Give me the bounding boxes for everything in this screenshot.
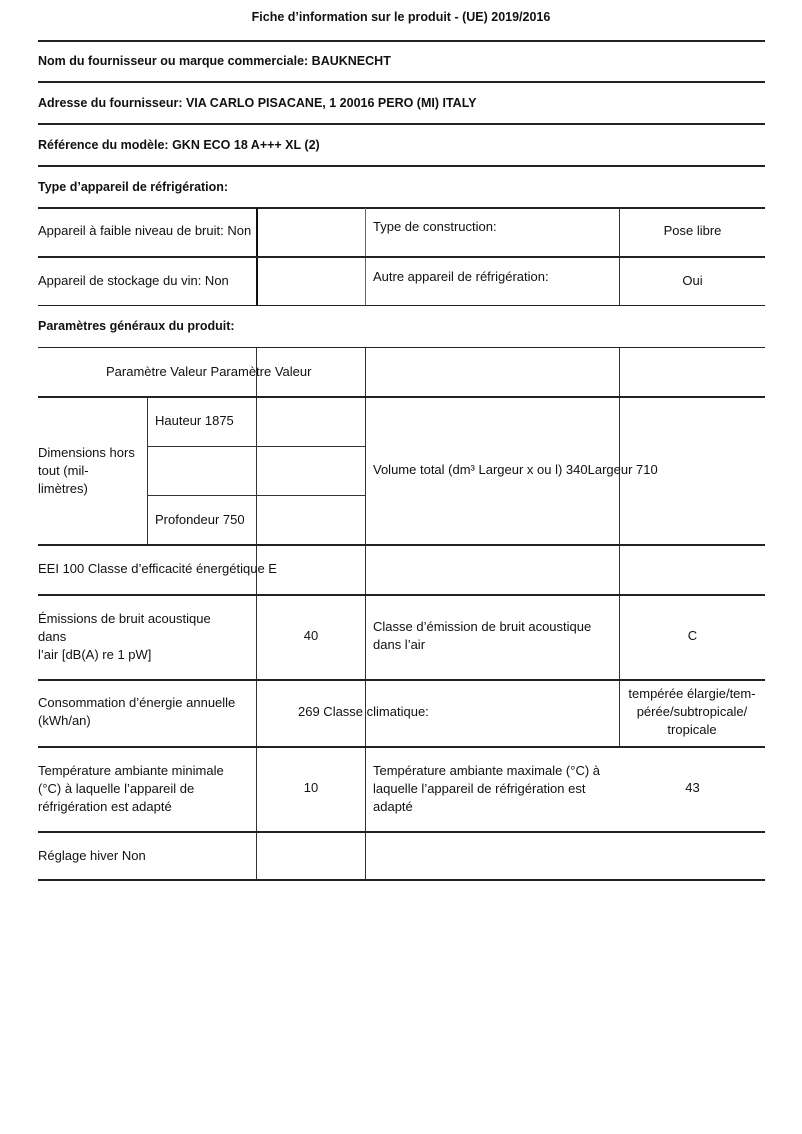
energy-label-line1: Consommation d’énergie annuelle [38,695,236,710]
eei-cell: EEI 100 Classe d’efficacité énergétique E [38,561,277,576]
noise-label-line3: l’air [dB(A) re 1 pW] [38,647,152,662]
other-appliance-label: Autre appareil de réfrigération: [373,269,549,284]
divider [38,165,765,167]
energy-label-line2: (kWh/an) [38,713,91,728]
column-divider [147,397,148,545]
table-border [38,879,765,881]
divider [38,123,765,125]
energy-climate-value: 269 Classe climatique: [298,704,429,719]
low-noise-cell: Appareil à faible niveau de bruit: Non [38,223,252,238]
table-row-border [38,679,765,681]
page-title: Fiche d’information sur le produit - (UE) 2019/2016 [251,10,551,24]
params-header: Paramètre Valeur Paramètre Valeur [106,364,312,379]
table-border [38,305,765,306]
climate-class-line1: tempérée élargie/tem- [628,686,756,701]
winter-setting-cell: Réglage hiver Non [38,848,146,863]
max-temp-label-line3: adapté [373,799,413,814]
supplier-name: Nom du fournisseur ou marque commerciale: BAUKNECHT [38,54,391,68]
sub-row-border [147,495,365,496]
noise-label-line2: dans [38,629,67,644]
min-temp-label-line2: (°C) à laquelle l’appareil de [38,781,195,796]
dimensions-label-line2: tout (mil- [38,463,89,478]
max-temp-label-line2: laquelle l’appareil de réfrigération est [373,781,586,796]
min-temp-value: 10 [303,780,319,795]
dimensions-label-line1: Dimensions hors [38,445,135,460]
table-row-border [38,544,765,546]
table-border [38,207,765,209]
wine-storage-cell: Appareil de stockage du vin: Non [38,273,229,288]
depth-value: Profondeur 750 [155,512,245,527]
noise-value: 40 [303,628,319,643]
noise-class-label-line1: Classe d’émission de bruit acoustique [373,619,592,634]
table-row-border [38,831,765,833]
supplier-address: Adresse du fournisseur: VIA CARLO PISACANE, 1 20016 PERO (MI) ITALY [38,96,477,110]
divider [38,81,765,83]
divider [38,40,765,42]
table-border [38,347,765,348]
min-temp-label-line1: Température ambiante minimale [38,763,224,778]
column-divider [256,348,257,881]
table-row-border [38,594,765,596]
noise-label-line1: Émissions de bruit acoustique [38,611,211,626]
climate-class-line3: tropicale [667,722,717,737]
volume-width-value: Volume total (dm³ Largeur x ou l) 340Largeur 710 [373,462,658,477]
appliance-type-heading: Type d’appareil de réfrigération: [38,180,229,194]
column-divider [365,348,366,881]
noise-class-label-line2: dans l’air [373,637,426,652]
height-value: Hauteur 1875 [155,413,234,428]
max-temp-value: 43 [685,780,700,795]
construction-label: Type de construction: [373,219,497,234]
construction-value: Pose libre [663,223,722,238]
table-row-border [38,746,765,748]
sub-row-border [147,446,365,447]
noise-class-value: C [687,628,698,643]
max-temp-label-line1: Température ambiante maximale (°C) à [373,763,601,778]
other-appliance-value: Oui [682,273,703,288]
climate-class-line2: pérée/subtropicale/ [636,704,748,719]
min-temp-label-line3: réfrigération est adapté [38,799,172,814]
table-row-border [38,256,765,258]
dimensions-label-line3: limètres) [38,481,88,496]
general-params-heading: Paramètres généraux du produit: [38,319,235,333]
model-reference: Référence du modèle: GKN ECO 18 A+++ XL (2) [38,138,320,152]
